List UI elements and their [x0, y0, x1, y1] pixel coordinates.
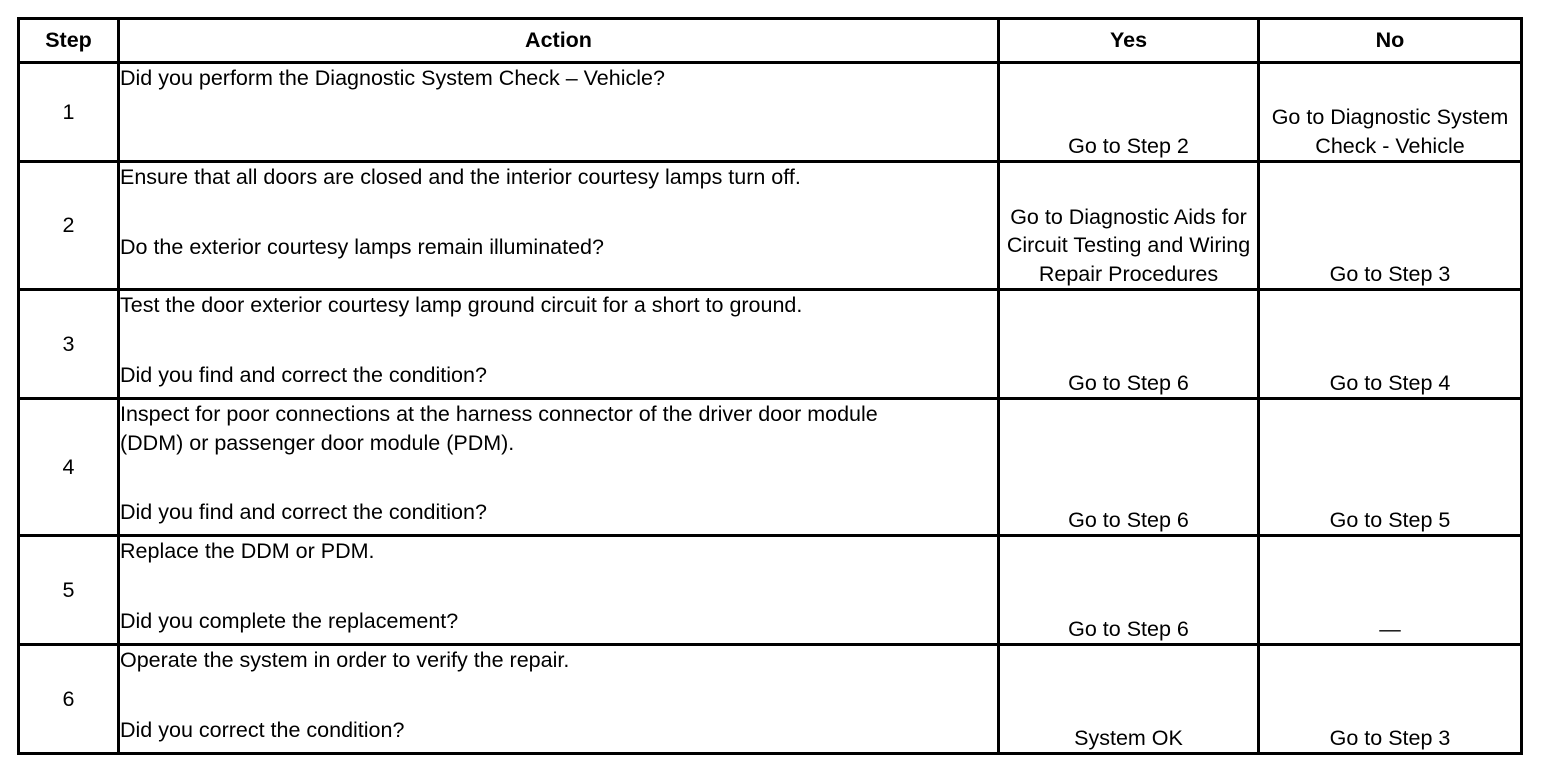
- table-row: [19, 536, 1522, 645]
- action-cell: [119, 399, 999, 536]
- no-result: Go to Step 3: [1259, 645, 1522, 754]
- no-result-text: Go to Diagnostic System Check - Vehicle: [1271, 105, 1509, 158]
- table-row: [19, 290, 1522, 399]
- header-action: Action: [119, 19, 999, 63]
- action-cell: [119, 63, 999, 162]
- table-row: [19, 645, 1522, 754]
- header-yes: Yes: [999, 19, 1259, 63]
- action-text: Inspect for poor connections at the harness connector of the driver door module (DDM) or passenger door module (PDM).: [120, 402, 878, 455]
- action-question: Do the exterior courtesy lamps remain illuminated?: [120, 234, 604, 259]
- action-text: Ensure that all doors are closed and the interior courtesy lamps turn off.: [120, 165, 801, 189]
- step-number: 5: [19, 536, 119, 645]
- yes-result: Go to Step 6: [999, 399, 1259, 536]
- action-cell: [119, 290, 999, 399]
- yes-result: Go to Diagnostic Aids for Circuit Testing and Wiring Repair Procedures: [999, 162, 1259, 290]
- action-cell: [119, 162, 999, 290]
- header-step: Step: [19, 19, 119, 63]
- no-result: Go to Step 5: [1259, 399, 1522, 536]
- diagnostic-table-container: [17, 17, 1523, 755]
- action-question: Did you find and correct the condition?: [120, 362, 487, 387]
- table-row: [19, 162, 1522, 290]
- yes-result: Go to Step 6: [999, 536, 1259, 645]
- step-number: 4: [19, 399, 119, 536]
- step-number: 1: [19, 63, 119, 162]
- no-result: Go to Step 4: [1259, 290, 1522, 399]
- no-result: [1259, 63, 1522, 162]
- step-number: 6: [19, 645, 119, 754]
- no-result: Go to Step 3: [1259, 162, 1522, 290]
- action-text: Replace the DDM or PDM.: [120, 539, 375, 563]
- action-question: Did you complete the replacement?: [120, 608, 459, 633]
- action-text: Test the door exterior courtesy lamp ground circuit for a short to ground.: [120, 293, 803, 317]
- no-result: —: [1259, 536, 1522, 645]
- action-question: [120, 129, 997, 158]
- step-number: 2: [19, 162, 119, 290]
- table-row: [19, 63, 1522, 162]
- step-number: 3: [19, 290, 119, 399]
- yes-result: Go to Step 2: [999, 63, 1259, 162]
- yes-result: System OK: [999, 645, 1259, 754]
- table-row: [19, 399, 1522, 536]
- action-question: Did you find and correct the condition?: [120, 499, 487, 524]
- action-question: Did you correct the condition?: [120, 717, 405, 742]
- action-cell: [119, 536, 999, 645]
- action-text: Operate the system in order to verify the repair.: [120, 648, 570, 672]
- diagnostic-table: [17, 17, 1523, 755]
- yes-result: Go to Step 6: [999, 290, 1259, 399]
- header-no: No: [1259, 19, 1522, 63]
- header-row: [19, 19, 1522, 63]
- action-text: Did you perform the Diagnostic System Check – Vehicle?: [120, 66, 665, 90]
- action-cell: [119, 645, 999, 754]
